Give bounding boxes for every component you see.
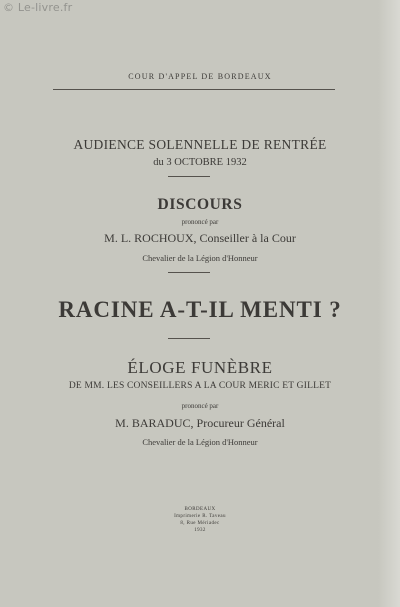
court-name: COUR D'APPEL DE BORDEAUX [128,72,272,81]
audience-title: AUDIENCE SOLENNELLE DE RENTRÉE [73,137,327,152]
printer-imprint [0,506,400,534]
eloge-speaker: M. BARADUC, Procureur Général [115,416,285,430]
eloge-pronounced: prononcé par [181,402,219,410]
eloge-distinction: Chevalier de la Légion d'Honneur [142,437,258,447]
watermark: © Le-livre.fr [3,1,73,14]
discours-pronounced: prononcé par [181,218,219,226]
printer-name: Imprimerie R. Taveau [174,514,226,519]
printer-city: BORDEAUX [184,507,216,512]
header-rule [53,89,335,90]
printer-address: 8, Rue Mériadec [180,521,220,526]
discours-distinction: Chevalier de la Légion d'Honneur [142,253,258,263]
eloge-heading: ÉLOGE FUNÈBRE [127,358,273,377]
divider-rule [168,338,210,339]
eloge-subjects: DE MM. LES CONSEILLERS A LA COUR MERIC ET GILLET [68,381,332,391]
divider-rule [168,272,210,273]
discours-speaker: M. L. ROCHOUX, Conseiller à la Cour [104,231,296,245]
main-title: RACINE A-T-IL MENTI ? [58,297,342,322]
divider-rule [168,176,210,177]
discours-heading: DISCOURS [157,196,243,213]
printer-year: 1932 [194,528,206,533]
audience-date: du 3 OCTOBRE 1932 [153,157,247,168]
